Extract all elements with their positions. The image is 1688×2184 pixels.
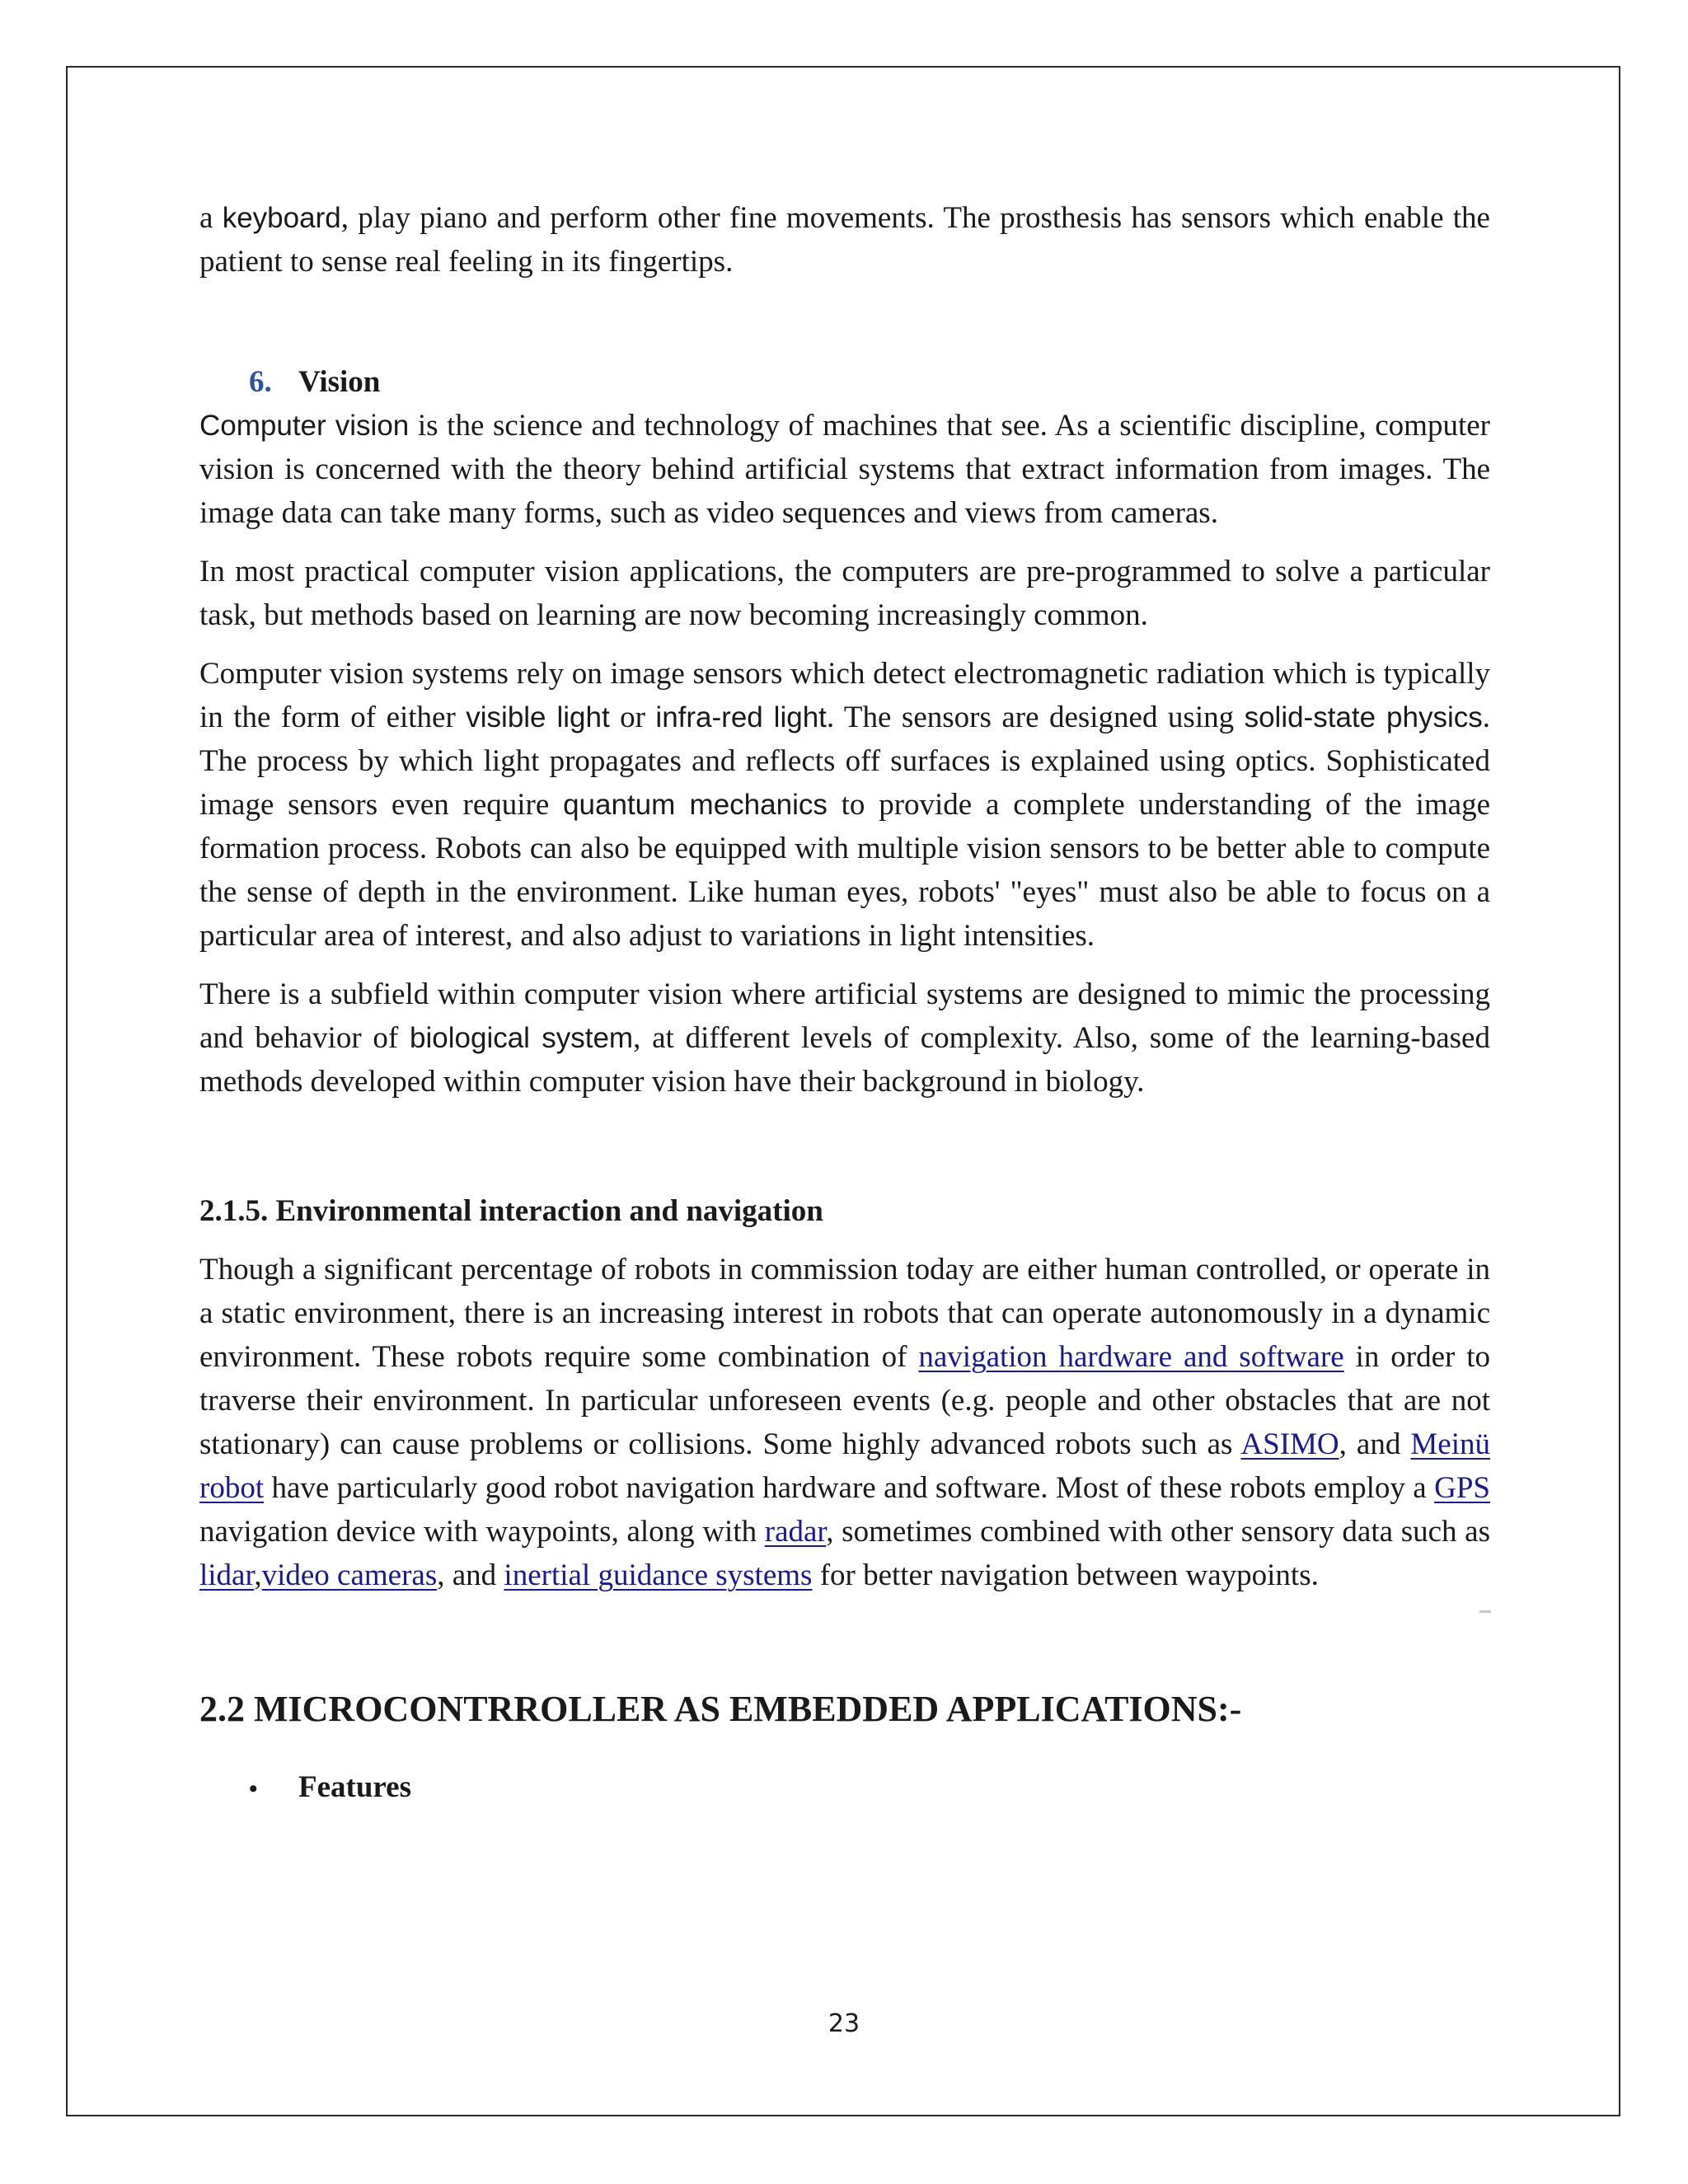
term-computer-vision: Computer vision [199,410,410,442]
vision-paragraph-1: Computer vision is the science and technology of machines that see. As a scientific discipline, computer vision is concerned with the theory behind artificial systems that extract information from images. The image data can take many forms, such as video sequences and views from cameras. [199,409,1490,530]
page-number: 23 [828,2009,860,2038]
vision-heading-number: 6. [249,365,272,399]
intro-paragraph: a keyboard, play piano and perform other fine movements. The prosthesis has sensors which enable the patient to sense real feeling in its fingertips. [199,201,1490,279]
features-label: Features [298,1770,411,1804]
link-navigation-hardware-software[interactable]: navigation hardware and software [918,1340,1344,1374]
vision-paragraph-3: Computer vision systems rely on image sensors which detect electromagnetic radiation which is typically in the form of either visible light or infra-red light. The sensors are designed using solid-state physics. The process by which light propagates and reflects off surfaces is explained using optics. Sophisticated image sensors even require quantum mechanics to provide a complete understanding of the image formation process. Robots can also be equipped with multiple vision sensors to be better able to compute the sense of depth in the environment. Like human eyes, robots' "eyes" must also be able to focus on a particular area of interest, and also adjust to variations in light intensities. [199,657,1490,953]
term-biological-system: biological system [410,1022,634,1054]
vision-heading [199,360,1490,404]
link-video-cameras[interactable]: video cameras [261,1558,438,1592]
term-infrared-light: infra-red light [655,701,827,733]
term-quantum-mechanics: quantum mechanics [563,789,828,821]
environment-paragraph: Though a significant percentage of robots in commission today are either human controlled, or operate in a static environment, there is an increasing interest in robots that can operate autonomously in a dynamic environment. These robots require some combination of navigation hardware and software in order to traverse their environment. In particular unforeseen events (e.g. people and other obstacles that are not stationary) can cause problems or collisions. Some highly advanced robots such as ASIMO, and Meinü robot have particularly good robot navigation hardware and software. Most of these robots employ a GPS navigation device with waypoints, along with radar, sometimes combined with other sensory data such as lidar,video cameras, and inertial guidance systems for better navigation between waypoints. [199,1253,1491,1592]
section-heading-2-1-5: 2.1.5. Environmental interaction and navigation [199,1194,823,1228]
term-optics: optics [1235,744,1309,778]
page-content [199,196,1490,1811]
term-keyboard: keyboard [222,202,341,234]
vision-paragraph-2: In most practical computer vision applications, the computers are pre-programmed to solve a particular task, but methods based on learning are now becoming increasingly common. [199,555,1490,632]
link-inertial-guidance-systems[interactable]: inertial guidance systems [504,1558,813,1592]
link-gps[interactable]: GPS [1434,1471,1490,1505]
term-solid-state-physics: solid-state physics [1244,701,1483,733]
term-visible-light: visible light [466,701,610,733]
dash-mark [1479,1610,1491,1613]
link-asimo[interactable]: ASIMO [1240,1427,1339,1461]
link-radar[interactable]: radar [764,1515,827,1549]
features-bullet-item [199,1765,1490,1811]
bullet-dot: • [249,1775,258,1802]
vision-heading-title: Vision [298,365,381,399]
vision-paragraph-4: There is a subfield within computer vision where artificial systems are designed to mimic the processing and behavior of biological system, at different levels of complexity. Also, some of the learning-based methods developed within computer vision have their background in biology. [199,977,1490,1099]
link-meinu-robot[interactable]: Meinü robot [199,1427,1490,1505]
link-lidar[interactable]: lidar [199,1558,255,1592]
section-heading-2-2: 2.2 MICROCONTRROLLER AS EMBEDDED APPLICATIONS:- [199,1689,1242,1729]
